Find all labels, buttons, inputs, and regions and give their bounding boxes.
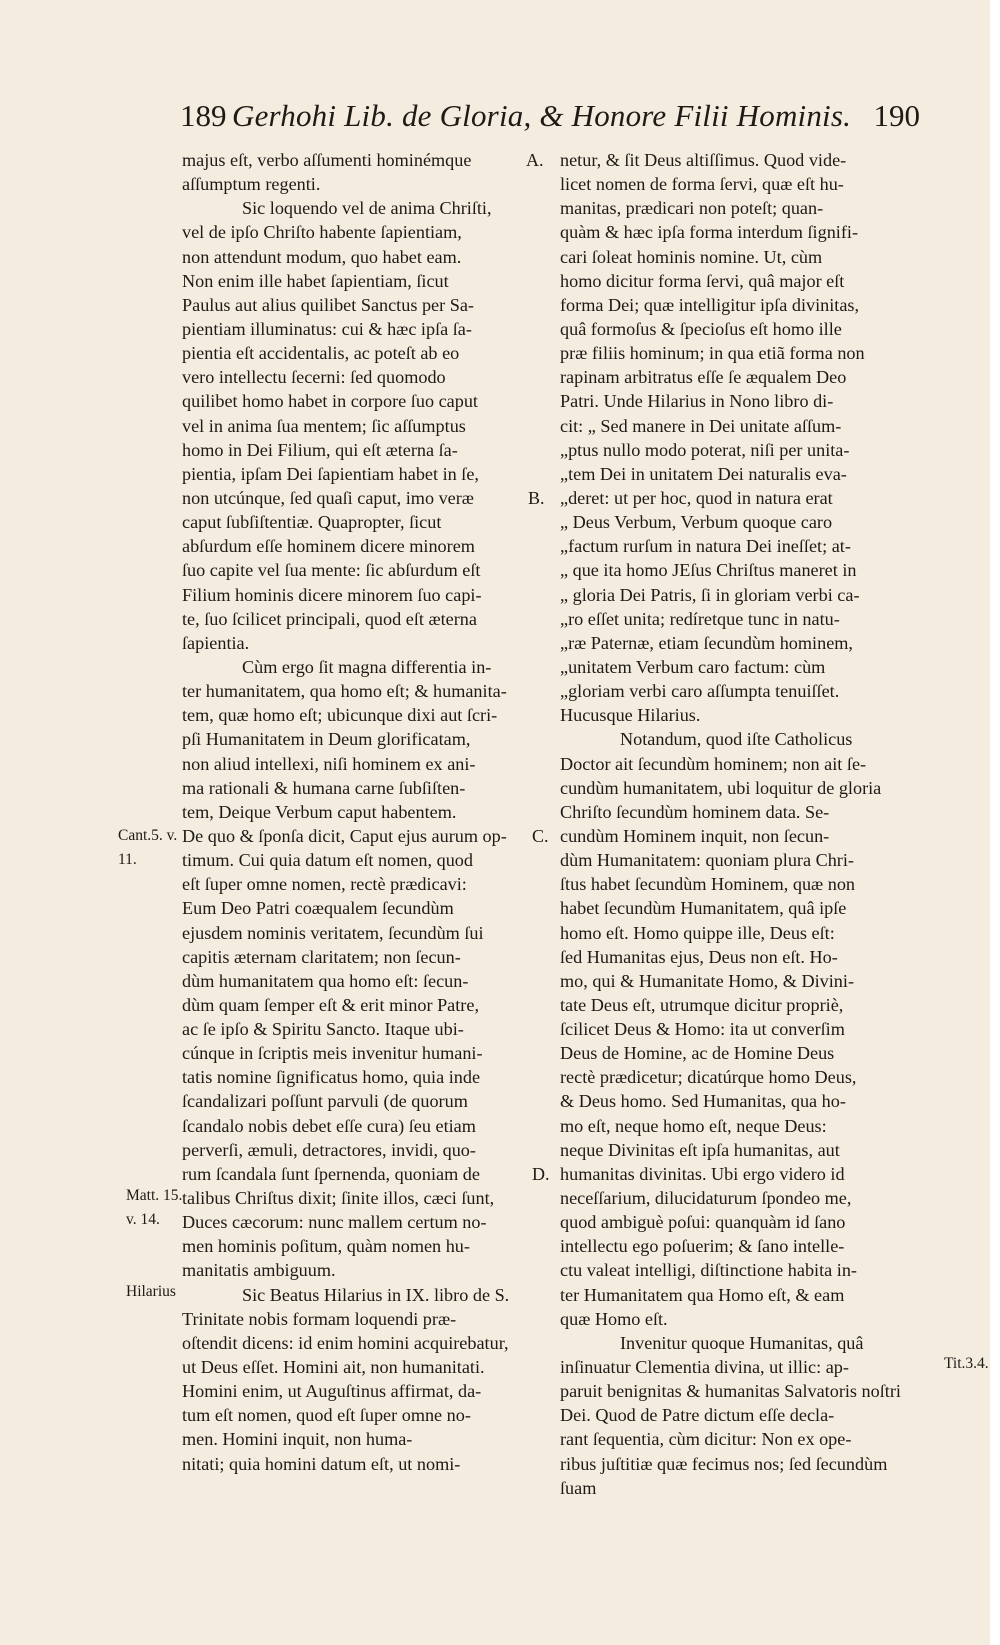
text-line: licet nomen de forma ſervi, quæ eſt hu- <box>560 174 844 195</box>
running-title: Gerhohi Lib. de Gloria, & Honore Filii Hominis. <box>232 98 852 133</box>
text-line: manitas, prædicari non poteſt; quan- <box>560 198 824 219</box>
text-line: cúnque in ſcriptis meis invenitur humani- <box>182 1043 483 1064</box>
text-line: Trinitate nobis formam loquendi præ- <box>182 1308 457 1329</box>
text-line: Chriſto ſecundùm hominem data. Se- <box>560 801 830 822</box>
text-line: eſt ſuper omne nomen, rectè prædicavi: <box>182 874 467 895</box>
text-line: dùm Humanitatem: quoniam plura Chri- <box>560 850 854 871</box>
text-line: timum. Cui quia datum eſt nomen, quod <box>182 850 473 871</box>
text-line: non aliud intellexi, niſi hominem ex ani- <box>182 753 476 774</box>
text-line: rectè prædicetur; dicatúrque homo Deus, <box>560 1067 857 1088</box>
text-line: oſtendit dicens: id enim homini acquirebatur, <box>182 1332 509 1353</box>
text-line: ſcilicet Deus & Homo: ita ut converſim <box>560 1019 845 1040</box>
text-line: „ gloria Dei Patris, ſi in gloriam verbi ca- <box>560 584 860 605</box>
text-line: cundùm humanitatem, ubi loquitur de gloria <box>560 777 882 798</box>
text-line: Invenitur quoque Humanitas, quâ <box>620 1332 864 1353</box>
text-line: ſtus habet ſecundùm Hominem, quæ non <box>560 874 856 895</box>
text-line: manitatis ambiguum. <box>182 1260 336 1281</box>
text-line: ejusdem nominis veritatem, ſecundùm ſui <box>182 922 484 943</box>
text-line: Deus de Homine, ac de Homine Deus <box>560 1043 835 1064</box>
text-line: tem, quæ homo eſt; ubicunque dixi aut ſcri- <box>182 705 498 726</box>
text-line: ctu valeat intelligi, diſtinctione habita in- <box>560 1260 857 1281</box>
text-line: ſed Humanitas ejus, Deus non eſt. Ho- <box>560 946 838 967</box>
margin-note-tit: Tit.3.4. <box>944 1355 989 1372</box>
text-line: Sic Beatus Hilarius in IX. libro de S. <box>242 1284 510 1305</box>
text-line: „ræ Paternæ, etiam ſecundùm hominem, <box>560 632 853 653</box>
text-line: men. Homini inquit, non huma- <box>182 1429 413 1450</box>
text-line: Non enim ille habet ſapientiam, ſicut <box>182 270 449 291</box>
text-line: ſuo capite vel ſua mente: ſic abſurdum eſt <box>182 560 481 581</box>
margin-note-cant-1: Cant.5. v. <box>118 827 178 844</box>
text-line: abſurdum eſſe hominem dicere minorem <box>182 536 475 557</box>
text-line: perverſi, æmuli, detractores, invidi, quo- <box>182 1139 476 1160</box>
text-line: Sic loquendo vel de anima Chriſti, <box>242 198 492 219</box>
text-line: De quo & ſponſa dicit, Caput ejus aurum op- <box>182 825 507 846</box>
text-line: ter humanitatem, qua homo eſt; & humanita- <box>182 681 507 702</box>
text-line: Doctor ait ſecundùm hominem; non ait ſe- <box>560 753 867 774</box>
text-line: tem, Deique Verbum caput habentem. <box>182 801 457 822</box>
text-line: & Deus homo. Sed Humanitas, qua ho- <box>560 1091 846 1112</box>
text-line: intellectu ego poſuerim; & ſano intelle- <box>560 1236 845 1257</box>
text-line: tum eſt nomen, quod eſt ſuper omne no- <box>182 1405 471 1426</box>
text-line: quæ Homo eſt. <box>560 1308 668 1329</box>
text-line: rum ſcandala ſunt ſpernenda, quoniam de <box>182 1163 480 1184</box>
text-line: Dei. Quod de Patre dictum eſſe decla- <box>560 1405 835 1426</box>
text-line: rant ſequentia, cùm dicitur: Non ex ope- <box>560 1429 852 1450</box>
text-line: ter Humanitatem qua Homo eſt, & eam <box>560 1284 845 1305</box>
text-line: ma rationali & humana carne ſubſiſten- <box>182 777 466 798</box>
text-line: „deret: ut per hoc, quod in natura erat <box>560 487 833 508</box>
text-line: ſapientia. <box>182 632 250 653</box>
text-line: non utcúnque, ſed quaſi caput, imo veræ <box>182 487 474 508</box>
text-line: „factum rurſum in natura Dei ineſſet; at- <box>560 536 851 557</box>
text-line: tate Deus eſt, utrumque dicitur propriè, <box>560 994 844 1015</box>
text-line: Eum Deo Patri coæqualem ſecundùm <box>182 898 454 919</box>
left-text-column <box>182 148 548 1476</box>
text-line: præ filiis hominum; in qua etiã forma non <box>560 343 865 364</box>
text-line: capitis æternam claritatem; non ſecun- <box>182 946 461 967</box>
text-line: vel in anima ſua mentem; ſic aſſumptus <box>182 415 466 436</box>
text-line: ſuam <box>560 1477 597 1498</box>
text-line: Patri. Unde Hilarius in Nono libro di- <box>560 391 834 412</box>
text-line: humanitas divinitas. Ubi ergo videro id <box>560 1163 845 1184</box>
text-line: ſcandalo nobis debet eſſe cura) ſeu etiam <box>182 1115 476 1136</box>
text-line: quàm & hæc ipſa forma interdum ſignifi- <box>560 222 859 243</box>
text-line: „ptus nullo modo poterat, niſi per unita- <box>560 439 850 460</box>
right-page-number: 190 <box>873 98 920 133</box>
text-line: Paulus aut alius quilibet Sanctus per Sa- <box>182 294 474 315</box>
text-line: ac ſe ipſo & Spiritu Sancto. Itaque ubi- <box>182 1019 464 1040</box>
text-line: „ Deus Verbum, Verbum quoque caro <box>560 512 833 533</box>
text-line: talibus Chriſtus dixit; ſinite illos, cæci ſunt, <box>182 1188 495 1209</box>
text-line: pſi Humanitatem in Deum glorificatam, <box>182 729 471 750</box>
text-line: „ro eſſet unita; redíretque tunc in natu- <box>560 608 840 629</box>
text-line: Hucusque Hilarius. <box>560 705 701 726</box>
text-line: quâ formoſus & ſpecioſus eſt homo ille <box>560 318 842 339</box>
text-line: ut Deus eſſet. Homini ait, non humanitati. <box>182 1357 485 1378</box>
text-line: mo eſt, neque homo eſt, neque Deus: <box>560 1115 827 1136</box>
text-line: dùm quam ſemper eſt & erit minor Patre, <box>182 994 479 1015</box>
text-line: vel de ipſo Chriſto habente ſapientiam, <box>182 222 462 243</box>
text-line: paruit benignitas & humanitas Salvatoris noſtri <box>560 1381 901 1402</box>
text-line: quod ambiguè poſui: quanquàm id ſano <box>560 1212 846 1233</box>
text-line: homo in Dei Filium, qui eſt æterna ſa- <box>182 439 458 460</box>
section-marker-a: A. <box>526 150 544 170</box>
text-line: homo eſt. Homo quippe ille, Deus eſt: <box>560 922 835 943</box>
text-line: vero intellectu ſecerni: ſed quomodo <box>182 367 446 388</box>
margin-note-matt-1: Matt. 15. <box>126 1187 183 1204</box>
text-line: Homini enim, ut Auguſtinus affirmat, da- <box>182 1381 482 1402</box>
text-line: netur, & ſit Deus altiſſimus. Quod vide- <box>560 150 847 170</box>
text-line: cari ſoleat hominis nomine. Ut, cùm <box>560 246 823 267</box>
text-line: pientiam illuminatus: cui & hæc ipſa ſa- <box>182 318 472 339</box>
text-line: neque Divinitas eſt ipſa humanitas, aut <box>560 1139 840 1160</box>
text-line: ſcandalizari poſſunt parvuli (de quorum <box>182 1091 468 1112</box>
text-line: non attendunt modum, quo habet eam. <box>182 246 462 267</box>
running-header <box>180 98 920 146</box>
text-line: habet ſecundùm Humanitatem, quâ ipſe <box>560 898 847 919</box>
section-marker-c: C. <box>532 826 549 846</box>
section-marker-d: D. <box>532 1164 550 1184</box>
left-page-number: 189 <box>180 98 227 133</box>
text-line: rapinam arbitratus eſſe ſe æqualem Deo <box>560 367 847 388</box>
text-line: ribus juſtitiæ quæ fecimus nos; ſed ſecundùm <box>560 1453 888 1474</box>
margin-note-cant-2: 11. <box>118 851 137 868</box>
text-line: majus eſt, verbo aſſumenti hominémque <box>182 150 472 170</box>
text-line: men hominis poſitum, quàm nomen hu- <box>182 1236 470 1257</box>
text-line: nitati; quia homini datum eſt, ut nomi- <box>182 1453 461 1474</box>
text-line: „unitatem Verbum caro factum: cùm <box>560 656 826 677</box>
text-line: mo, qui & Humanitate Homo, & Divini- <box>560 970 855 991</box>
text-line: caput ſubſiſtentiæ. Quapropter, ſicut <box>182 512 442 533</box>
text-line: dùm humanitatem qua homo eſt: ſecun- <box>182 970 469 991</box>
text-line: „ que ita homo JEſus Chriſtus maneret in <box>560 560 857 581</box>
text-line: „gloriam verbi caro aſſumpta tenuiſſet. <box>560 681 840 702</box>
text-line: pientia, ipſam Dei ſapientiam habet in ſe, <box>182 463 479 484</box>
text-line: Cùm ergo ſit magna differentia in- <box>242 656 492 677</box>
text-line: „tem Dei in unitatem Dei naturalis eva- <box>560 463 847 484</box>
text-line: Filium hominis dicere minorem ſuo capi- <box>182 584 482 605</box>
text-line: tatis nomine ſignificatus homo, quia inde <box>182 1067 481 1088</box>
text-line: forma Dei; quæ intelligitur ipſa divinitas, <box>560 294 860 315</box>
text-line: neceſſarium, dilucidaturum ſpondeo me, <box>560 1188 852 1209</box>
section-marker-b: B. <box>528 488 545 508</box>
text-line: te, ſuo ſcilicet principali, quod eſt æterna <box>182 608 477 629</box>
text-line: quilibet homo habet in corpore ſuo caput <box>182 391 478 412</box>
text-line: cit: „ Sed manere in Dei unitate aſſum- <box>560 415 842 436</box>
margin-note-matt-2: v. 14. <box>126 1211 160 1228</box>
right-text-column <box>560 148 940 1500</box>
text-line: aſſumptum regenti. <box>182 174 321 195</box>
text-line: homo dicitur forma ſervi, quâ major eſt <box>560 270 845 291</box>
text-line: cundùm Hominem inquit, non ſecun- <box>560 825 830 846</box>
text-line: pientia eſt accidentalis, ac poteſt ab eo <box>182 343 460 364</box>
margin-note-hilarius: Hilarius <box>126 1283 176 1300</box>
text-line: inſinuatur Clementia divina, ut illic: ap- <box>560 1357 849 1378</box>
page-gutter <box>990 0 1000 1645</box>
text-line: Duces cæcorum: nunc mallem certum no- <box>182 1212 487 1233</box>
text-line: Notandum, quod iſte Catholicus <box>620 729 853 750</box>
